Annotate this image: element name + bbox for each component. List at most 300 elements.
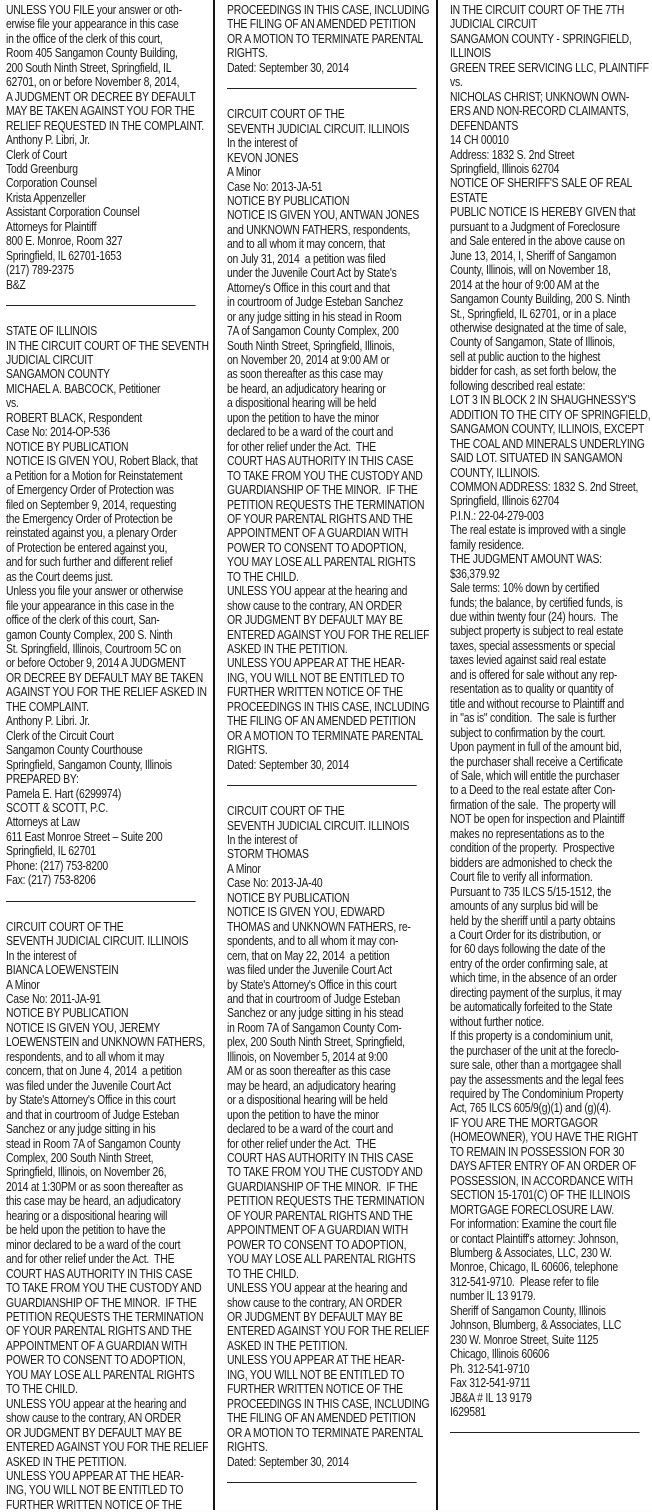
text-line: PETITION REQUESTS THE TERMINATION xyxy=(227,1193,425,1209)
text-line: For information: Examine the court file xyxy=(450,1216,617,1232)
text-line: AGAINST YOU FOR THE RELIEF ASKED IN xyxy=(6,684,207,700)
section-divider-rule xyxy=(6,305,196,306)
text-line: THE FILING OF AN AMENDED PETITION xyxy=(227,713,416,729)
text-line: The real estate is improved with a single xyxy=(450,522,626,538)
text-line: GREEN TREE SERVICING LLC, PLAINTIFF xyxy=(450,59,649,75)
text-line: GUARDIANSHIP OF THE MINOR. IF THE xyxy=(227,482,418,498)
text-line: IN THE CIRCUIT COURT OF THE SEVENTH xyxy=(6,337,209,353)
text-line: RIGHTS. xyxy=(227,45,268,61)
text-line: UNLESS YOU APPEAR AT THE HEAR- xyxy=(227,1352,405,1368)
legal-notice-block xyxy=(6,918,209,1512)
text-line: SANGAMON COUNTY, ILLINOIS, EXCEPT xyxy=(450,421,645,437)
text-line: NOTICE IS GIVEN YOU, EDWARD xyxy=(227,904,385,920)
text-line: the purchaser of the unit at the foreclo- xyxy=(450,1042,619,1058)
text-line: this case may be heard, an adjudicatory xyxy=(6,1193,181,1209)
text-line: PROCEEDINGS IN THIS CASE, INCLUDING xyxy=(227,2,430,17)
text-line: and is offered for sale without any rep- xyxy=(450,666,618,682)
text-line: If this property is a condominium unit, xyxy=(450,1028,613,1044)
text-line: 7A of Sangamon County Complex, 200 xyxy=(227,323,399,339)
text-line: Anthony P. Libri. Jr. xyxy=(6,713,90,729)
text-line: $36,379.92 xyxy=(450,565,500,581)
text-line: RIGHTS. xyxy=(227,1439,268,1455)
text-line: funds; the balance, by certified funds, is xyxy=(450,594,623,610)
text-line: otherwise designated at the time of sale, xyxy=(450,319,627,335)
text-line: TO TAKE FROM YOU THE CUSTODY AND xyxy=(227,467,423,483)
text-line: the Emergency Order of Protection be xyxy=(6,510,173,526)
text-line: 2014 at 1:30PM or as soon thereafter as xyxy=(6,1178,183,1194)
text-line: PREPARED BY: xyxy=(6,771,79,787)
text-line: 611 East Monroe Street – Suite 200 xyxy=(6,828,163,844)
text-line: Attorney's Office in this court and that xyxy=(227,279,390,295)
text-line: NOT be open for inspection and Plaintiff xyxy=(450,811,625,827)
text-line: FURTHER WRITTEN NOTICE OF THE xyxy=(227,1381,403,1397)
text-line: UNLESS YOU FILE your answer or oth- xyxy=(6,2,182,17)
text-line: ILLINOIS xyxy=(450,45,491,61)
text-line: filed on September 9, 2014, requesting xyxy=(6,496,177,512)
text-line: LOEWENSTEIN and UNKNOWN FATHERS, xyxy=(6,1034,206,1050)
text-line: THOMAS and UNKNOWN FATHERS, re- xyxy=(227,918,411,934)
text-line: OR DECREE BY DEFAULT MAY BE TAKEN xyxy=(6,669,204,685)
text-line: B&Z xyxy=(6,276,26,292)
text-line: COURT HAS AUTHORITY IN THIS CASE xyxy=(6,1265,193,1281)
text-line: Springfield, Illinois 62704 xyxy=(450,493,560,509)
text-line: Sangamon County Courthouse xyxy=(6,742,143,758)
text-line: resentation as to quality or quantity of xyxy=(450,681,614,697)
text-line: Unless you file your answer or otherwise xyxy=(6,583,184,599)
text-line: OR A MOTION TO TERMINATE PARENTAL xyxy=(227,727,424,743)
text-line: in the office of the clerk of this court, xyxy=(6,30,163,46)
text-line: June 13, 2014, I, Sheriff of Sangamon xyxy=(450,247,617,263)
text-line: Ph. 312-541-9710 xyxy=(450,1360,530,1376)
text-line: NICHOLAS CHRIST; UNKNOWN OWN- xyxy=(450,88,630,104)
text-line: COUNTY, ILLINOIS. xyxy=(450,464,540,480)
text-line: SANGAMON COUNTY - SPRINGFIELD, xyxy=(450,30,632,46)
text-line: Dated: September 30, 2014 xyxy=(227,1453,349,1469)
text-line: or any judge sitting in his stead in Room xyxy=(227,308,402,324)
text-line: as soon thereafter as this case may xyxy=(227,366,383,382)
text-line: SANGAMON COUNTY xyxy=(6,366,110,382)
text-line: Springfield, IL 62701 xyxy=(6,843,96,859)
text-line: 312-541-9710. Please refer to file xyxy=(450,1273,599,1289)
text-line: by State's Attorney's Office in this court xyxy=(6,1092,176,1108)
text-line: file your appearance in this case in the xyxy=(6,597,174,613)
text-line: NOTICE BY PUBLICATION xyxy=(227,192,350,208)
text-line: TO TAKE FROM YOU THE CUSTODY AND xyxy=(227,1164,423,1180)
text-line: pay the assessments and the legal fees xyxy=(450,1071,624,1087)
text-line: TO REMAIN IN POSSESSION FOR 30 xyxy=(450,1143,625,1159)
text-line: Case No: 2013-JA-40 xyxy=(227,875,323,891)
text-line: entry of the order confirming sale, at xyxy=(450,955,608,971)
text-line: KEVON JONES xyxy=(227,149,299,165)
text-line: declared to be a ward of the court and xyxy=(227,424,394,440)
text-line: OR JUDGMENT BY DEFAULT MAY BE xyxy=(227,1308,403,1324)
text-line: Case No: 2013-JA-51 xyxy=(227,178,323,194)
text-line: In the interest of xyxy=(227,135,298,151)
text-line: FURTHER WRITTEN NOTICE OF THE xyxy=(227,684,403,700)
text-line: ENTERED AGAINST YOU FOR THE RELIEF xyxy=(6,1439,209,1455)
text-line: POWER TO CONSENT TO ADOPTION, xyxy=(227,539,407,555)
text-line: SECTION 15-1701(C) OF THE ILLINOIS xyxy=(450,1187,631,1203)
text-line: (217) 789-2375 xyxy=(6,262,74,278)
text-line: ERS AND NON-RECORD CLAIMANTS, xyxy=(450,103,629,119)
text-line: ENTERED AGAINST YOU FOR THE RELIEF xyxy=(227,626,430,642)
text-line: GUARDIANSHIP OF THE MINOR. IF THE xyxy=(227,1178,418,1194)
text-line: Anthony P. Libri, Jr. xyxy=(6,132,90,148)
text-line: ENTERED AGAINST YOU FOR THE RELIEF xyxy=(227,1323,430,1339)
notices-column-1 xyxy=(6,2,209,1512)
text-line: ING, YOU WILL NOT BE ENTITLED TO xyxy=(227,669,405,685)
text-line: Case No: 2014-OP-536 xyxy=(6,424,110,440)
text-line: DEFENDANTS xyxy=(450,117,519,133)
text-line: for other relief under the Act. THE xyxy=(227,1135,376,1151)
text-line: Pursuant to 735 ILCS 5/15-1512, the xyxy=(450,883,612,899)
text-line: AM or as soon thereafter as this case xyxy=(227,1063,391,1079)
text-line: TO THE CHILD. xyxy=(6,1381,78,1397)
text-line: YOU MAY LOSE ALL PARENTAL RIGHTS xyxy=(227,1251,416,1267)
section-divider-rule xyxy=(227,785,417,786)
text-line: be heard, an adjudicatory hearing or xyxy=(227,380,386,396)
section-divider-rule xyxy=(6,901,196,902)
text-line: St., Springfield, IL 62701, or in a place xyxy=(450,305,617,321)
text-line: COMMON ADDRESS: 1832 S. 2nd Street, xyxy=(450,478,639,494)
text-line: ASKED IN THE PETITION. xyxy=(227,1337,348,1353)
text-line: family residence. xyxy=(450,536,524,552)
text-line: CIRCUIT COURT OF THE xyxy=(6,918,124,934)
text-line: OF YOUR PARENTAL RIGHTS AND THE xyxy=(227,510,413,526)
text-line: THE COAL AND MINERALS UNDERLYING xyxy=(450,435,645,451)
text-line: gamon County Complex, 200 S. Ninth xyxy=(6,626,173,642)
legal-notice-block xyxy=(227,803,430,1469)
text-line: POSSESSION, IN ACCORDANCE WITH xyxy=(450,1172,633,1188)
text-line: MAY BE TAKEN AGAINST YOU FOR THE xyxy=(6,103,195,119)
column-divider-line xyxy=(436,0,438,1510)
text-line: In the interest of xyxy=(6,947,77,963)
text-line: IF YOU ARE THE MORTGAGOR xyxy=(450,1114,598,1130)
text-line: stead in Room 7A of Sangamon County xyxy=(6,1135,181,1151)
text-line: in "as is" condition. The sale is further xyxy=(450,710,616,726)
text-line: NOTICE IS GIVEN YOU, Robert Black, that xyxy=(6,453,198,469)
text-line: Illinois, on November 5, 2014 at 9:00 xyxy=(227,1048,388,1064)
text-line: 230 W. Monroe Street, Suite 1125 xyxy=(450,1331,599,1347)
text-line: THE FILING OF AN AMENDED PETITION xyxy=(227,16,416,32)
legal-notice-block xyxy=(6,3,206,292)
text-line: Sheriff of Sangamon County, Illinois xyxy=(450,1302,606,1318)
text-line: under the Juvenile Court Act by State's xyxy=(227,265,397,281)
text-line: UNLESS YOU APPEAR AT THE HEAR- xyxy=(227,655,405,671)
text-line: Dated: September 30, 2014 xyxy=(227,756,349,772)
text-line: Springfield, IL 62701-1653 xyxy=(6,247,122,263)
text-line: BIANCA LOEWENSTEIN xyxy=(6,962,119,978)
text-line: amounts of any surplus bid will be xyxy=(450,898,598,914)
text-line: to a Deed to the real estate after Con- xyxy=(450,782,616,798)
text-line: of Protection be entered against you, xyxy=(6,539,168,555)
section-divider-rule xyxy=(450,1432,640,1433)
text-line: RIGHTS. xyxy=(227,742,268,758)
text-line: THE JUDGMENT AMOUNT WAS: xyxy=(450,551,602,567)
text-line: on November 20, 2014 at 9:00 AM or xyxy=(227,351,390,367)
text-line: which time, in the absence of an order xyxy=(450,970,617,986)
text-line: PROCEEDINGS IN THIS CASE, INCLUDING xyxy=(227,1395,430,1411)
text-line: cern, that on May 22, 2014 a petition xyxy=(227,947,390,963)
text-line: POWER TO CONSENT TO ADOPTION, xyxy=(227,1236,407,1252)
text-line: JB&A # IL 13 9179 xyxy=(450,1389,532,1405)
text-line: show cause to the contrary, AN ORDER xyxy=(227,597,402,613)
text-line: title and without recourse to Plaintiff and xyxy=(450,695,624,711)
text-line: A Minor xyxy=(227,860,261,876)
text-line: A Minor xyxy=(227,164,261,180)
legal-notice-block xyxy=(227,2,430,75)
text-line: Todd Greenburg xyxy=(6,160,78,176)
text-line: declared to be a ward of the court and xyxy=(227,1121,394,1137)
text-line: Assistant Corporation Counsel xyxy=(6,204,140,220)
text-line: without further notice. xyxy=(450,1013,544,1029)
text-line: respondents, and to all whom it may xyxy=(6,1048,165,1064)
text-line: PUBLIC NOTICE IS HEREBY GIVEN that xyxy=(450,204,636,220)
text-line: STORM THOMAS xyxy=(227,846,309,862)
text-line: subject to confirmation by the court. xyxy=(450,724,606,740)
text-line: ING, YOU WILL NOT BE ENTITLED TO xyxy=(227,1366,405,1382)
column-divider-line xyxy=(213,0,215,1510)
text-line: Fax 312-541-9711 xyxy=(450,1375,531,1391)
text-line: following described real estate: xyxy=(450,377,586,393)
text-line: vs. xyxy=(450,74,463,90)
text-line: PETITION REQUESTS THE TERMINATION xyxy=(6,1308,204,1324)
text-line: firmation of the sale. The property will xyxy=(450,796,616,812)
text-line: St. Springfield, Illinois, Courtroom 5C on xyxy=(6,641,181,657)
text-line: and to all whom it may concern, that xyxy=(227,236,385,252)
text-line: COURT HAS AUTHORITY IN THIS CASE xyxy=(227,1149,414,1165)
text-line: sure sale, other than a mortgagee shall xyxy=(450,1057,622,1073)
text-line: Springfield, Illinois 62704 xyxy=(450,160,560,176)
text-line: Upon payment in full of the amount bid, xyxy=(450,739,622,755)
text-line: a Court Order for its distribution, or xyxy=(450,927,601,942)
text-line: NOTICE IS GIVEN YOU, JEREMY xyxy=(6,1019,160,1035)
text-line: by State's Attorney's Office in this court xyxy=(227,976,397,992)
text-line: plex, 200 South Ninth Street, Springfield, xyxy=(227,1034,405,1050)
text-line: RELIEF REQUESTED IN THE COMPLAINT. xyxy=(6,117,204,133)
text-line: UNLESS YOU appear at the hearing and xyxy=(6,1395,187,1411)
text-line: Address: 1832 S. 2nd Street xyxy=(450,146,575,162)
section-divider-rule xyxy=(227,88,417,89)
notices-column-2 xyxy=(227,2,430,1501)
text-line: taxes levied against said real estate xyxy=(450,652,606,668)
text-line: Sale terms: 10% down by certified xyxy=(450,580,600,596)
text-line: Clerk of the Circuit Court xyxy=(6,727,114,743)
text-line: SEVENTH JUDICIAL CIRCUIT. ILLINOIS xyxy=(227,817,410,833)
text-line: DAYS AFTER ENTRY OF AN ORDER OF xyxy=(450,1158,637,1174)
text-line: OF YOUR PARENTAL RIGHTS AND THE xyxy=(6,1323,192,1339)
text-line: IN THE CIRCUIT COURT OF THE 7TH xyxy=(450,2,625,17)
text-line: UNLESS YOU APPEAR AT THE HEAR- xyxy=(6,1467,184,1483)
text-line: in Room 7A of Sangamon County Com- xyxy=(227,1019,402,1035)
text-line: NOTICE BY PUBLICATION xyxy=(6,1005,129,1021)
text-line: and for such further and different relief xyxy=(6,554,173,570)
text-line: County of Sangamon, State of Illinois, xyxy=(450,334,615,350)
text-line: Room 405 Sangamon County Building, xyxy=(6,45,178,61)
text-line: vs. xyxy=(6,395,19,411)
text-line: Sanchez or any judge sitting in his xyxy=(6,1121,156,1137)
text-line: Chicago, Illinois 60606 xyxy=(450,1346,550,1362)
text-line: sell at public auction to the highest xyxy=(450,348,601,364)
text-line: Pamela E. Hart (6299974) xyxy=(6,785,122,801)
text-line: Case No: 2011-JA-91 xyxy=(6,991,101,1006)
text-line: and that in courtroom of Judge Esteban xyxy=(227,991,400,1006)
legal-notice-block xyxy=(6,323,209,888)
text-line: APPOINTMENT OF A GUARDIAN WITH xyxy=(227,525,408,541)
text-line: (HOMEOWNER), YOU HAVE THE RIGHT xyxy=(450,1129,638,1145)
text-line: PETITION REQUESTS THE TERMINATION xyxy=(227,496,425,512)
text-line: pursuant to a Judgment of Foreclosure xyxy=(450,218,620,234)
text-line: Sangamon County Building, 200 S. Ninth xyxy=(450,291,630,307)
text-line: upon the petition to have the minor xyxy=(227,409,379,425)
text-line: Attorneys at Law xyxy=(6,814,80,830)
text-line: APPOINTMENT OF A GUARDIAN WITH xyxy=(227,1222,408,1238)
text-line: Attorneys for Plaintiff xyxy=(6,218,97,234)
text-line: Fax: (217) 753-8206 xyxy=(6,872,96,888)
text-line: I629581 xyxy=(450,1403,486,1419)
text-line: 2014 at the hour of 9:00 AM at the xyxy=(450,276,600,292)
text-line: MICHAEL A. BABCOCK, Petitioner xyxy=(6,380,161,396)
text-line: STATE OF ILLINOIS xyxy=(6,323,97,339)
text-line: PROCEEDINGS IN THIS CASE, INCLUDING xyxy=(227,698,430,714)
text-line: Corporation Counsel xyxy=(6,175,97,191)
text-line: TO TAKE FROM YOU THE CUSTODY AND xyxy=(6,1280,202,1296)
text-line: CIRCUIT COURT OF THE xyxy=(227,803,345,819)
text-line: Court file to verify all information. xyxy=(450,869,593,885)
text-line: FURTHER WRITTEN NOTICE OF THE xyxy=(6,1496,182,1512)
text-line: or contact Plaintiff's attorney: Johnson, xyxy=(450,1230,619,1246)
text-line: Sanchez or any judge sitting in his stead xyxy=(227,1005,404,1021)
text-line: directing payment of the surplus, it may xyxy=(450,984,622,1000)
text-line: OR A MOTION TO TERMINATE PARENTAL xyxy=(227,1424,424,1440)
text-line: Springfield, Illinois, on November 26, xyxy=(6,1164,167,1180)
text-line: ASKED IN THE PETITION. xyxy=(227,641,348,657)
text-line: or before October 9, 2014 A JUDGMENT xyxy=(6,655,186,671)
text-line: spondents, and to all whom it may con- xyxy=(227,933,399,949)
text-line: subject property is subject to real estate xyxy=(450,623,624,639)
text-line: ASKED IN THE PETITION. xyxy=(6,1453,127,1469)
text-line: bidder for cash, as set forth below, the xyxy=(450,363,617,379)
text-line: and UNKNOWN FATHERS, respondents, xyxy=(227,221,411,237)
text-line: as the Court deems just. xyxy=(6,568,113,584)
text-line: and Sale entered in the above cause on xyxy=(450,233,625,249)
text-line: or a dispositional hearing will be held xyxy=(227,1092,388,1108)
text-line: COURT HAS AUTHORITY IN THIS CASE xyxy=(227,453,414,469)
text-line: TO THE CHILD. xyxy=(227,1265,299,1281)
text-line: be automatically forfeited to the State xyxy=(450,999,613,1015)
text-line: taxes, special assessments or special xyxy=(450,637,616,653)
text-line: condition of the property. Prospective xyxy=(450,840,615,856)
text-line: MORTGAGE FORECLOSURE LAW. xyxy=(450,1201,614,1217)
text-line: NOTICE BY PUBLICATION xyxy=(6,438,129,454)
text-line: on July 31, 2014 a petition was filed xyxy=(227,250,386,266)
text-line: ROBERT BLACK, Respondent xyxy=(6,409,143,425)
text-line: SEVENTH JUDICIAL CIRCUIT. ILLINOIS xyxy=(227,120,410,136)
text-line: NOTICE OF SHERIFF'S SALE OF REAL xyxy=(450,175,633,191)
text-line: was filed under the Juvenile Court Act xyxy=(6,1077,171,1093)
text-line: 62701, on or before November 8, 2014, xyxy=(6,74,180,90)
text-line: GUARDIANSHIP OF THE MINOR. IF THE xyxy=(6,1294,197,1310)
text-line: 800 E. Monroe, Room 327 xyxy=(6,233,123,249)
text-line: OR JUDGMENT BY DEFAULT MAY BE xyxy=(227,612,403,628)
text-line: ADDITION TO THE CITY OF SPRINGFIELD, xyxy=(450,406,651,422)
legal-notice-block xyxy=(227,106,430,772)
text-line: required by The Condominium Property xyxy=(450,1085,624,1101)
text-line: JUDICIAL CIRCUIT xyxy=(6,351,94,367)
text-line: SEVENTH JUDICIAL CIRCUIT. ILLINOIS xyxy=(6,933,189,949)
text-line: SAID LOT. SITUATED IN SANGAMON xyxy=(450,450,623,466)
text-line: LOT 3 IN BLOCK 2 IN SHAUGHNESSY'S xyxy=(450,392,636,408)
text-line: Complex, 200 South Ninth Street, xyxy=(6,1149,154,1165)
text-line: TO THE CHILD. xyxy=(227,568,299,584)
notices-column-3 xyxy=(450,3,650,1451)
text-line: OF YOUR PARENTAL RIGHTS AND THE xyxy=(227,1207,413,1223)
text-line: makes no representations as to the xyxy=(450,825,605,841)
text-line: UNLESS YOU appear at the hearing and xyxy=(227,583,408,599)
text-line: UNLESS YOU appear at the hearing and xyxy=(227,1280,408,1296)
text-line: for 60 days following the date of the xyxy=(450,941,606,957)
text-line: South Ninth Street, Springfield, Illinois, xyxy=(227,337,395,353)
text-line: for other relief under the Act. THE xyxy=(227,438,376,454)
text-line: JUDICIAL CIRCUIT xyxy=(450,16,538,32)
text-line: In the interest of xyxy=(227,832,298,848)
text-line: Clerk of Court xyxy=(6,146,67,162)
text-line: Phone: (217) 753-8200 xyxy=(6,857,108,873)
text-line: ESTATE xyxy=(450,189,488,205)
text-line: NOTICE IS GIVEN YOU, ANTWAN JONES xyxy=(227,207,420,223)
text-line: POWER TO CONSENT TO ADOPTION, xyxy=(6,1352,186,1368)
text-line: OR A MOTION TO TERMINATE PARENTAL xyxy=(227,30,424,46)
text-line: erwise file your appearance in this case xyxy=(6,16,179,32)
text-line: reinstated against you, a plenary Order xyxy=(6,525,177,541)
text-line: show cause to the contrary, AN ORDER xyxy=(227,1294,402,1310)
text-line: and for other relief under the Act. THE xyxy=(6,1251,175,1267)
text-line: YOU MAY LOSE ALL PARENTAL RIGHTS xyxy=(227,554,416,570)
text-line: may be heard, an adjudicatory hearing xyxy=(227,1077,396,1093)
text-line: YOU MAY LOSE ALL PARENTAL RIGHTS xyxy=(6,1366,195,1382)
text-line: upon the petition to have the minor xyxy=(227,1106,379,1122)
text-line: NOTICE BY PUBLICATION xyxy=(227,889,350,905)
text-line: of Emergency Order of Protection was xyxy=(6,482,174,498)
text-line: bidders are admonished to check the xyxy=(450,854,613,870)
text-line: in courtroom of Judge Esteban Sanchez xyxy=(227,294,404,310)
text-line: A JUDGMENT OR DECREE BY DEFAULT xyxy=(6,88,196,104)
text-line: SCOTT & SCOTT, P.C. xyxy=(6,800,108,816)
text-line: Krista Appenzeller xyxy=(6,189,86,205)
text-line: Johnson, Blumberg, & Associates, LLC xyxy=(450,1317,622,1333)
text-line: P.I.N.: 22-04-279-003 xyxy=(450,507,544,523)
text-line: Blumberg & Associates, LLC, 230 W. xyxy=(450,1244,612,1260)
text-line: CIRCUIT COURT OF THE xyxy=(227,106,345,122)
text-line: THE COMPLAINT. xyxy=(6,698,89,714)
text-line: of Sale, which will entitle the purchaser xyxy=(450,768,620,784)
text-line: 200 South Ninth Street, Springfield, IL xyxy=(6,59,172,75)
text-line: the purchaser shall receive a Certificate xyxy=(450,753,623,769)
text-line: number IL 13 9179. xyxy=(450,1288,536,1304)
text-line: hearing or a dispositional hearing will xyxy=(6,1207,168,1223)
text-line: A Minor xyxy=(6,976,40,992)
text-line: OR JUDGMENT BY DEFAULT MAY BE xyxy=(6,1424,182,1440)
text-line: Dated: September 30, 2014 xyxy=(227,59,349,75)
text-line: was filed under the Juvenile Court Act xyxy=(227,962,392,978)
text-line: a dispositional hearing will be held xyxy=(227,395,377,411)
text-line: APPOINTMENT OF A GUARDIAN WITH xyxy=(6,1337,187,1353)
section-divider-rule xyxy=(227,1482,417,1483)
text-line: THE FILING OF AN AMENDED PETITION xyxy=(227,1410,416,1426)
text-line: be held upon the petition to have the xyxy=(6,1222,166,1238)
text-line: and that in courtroom of Judge Esteban xyxy=(6,1106,179,1122)
text-line: Monroe, Chicago, IL 60606, telephone xyxy=(450,1259,618,1275)
